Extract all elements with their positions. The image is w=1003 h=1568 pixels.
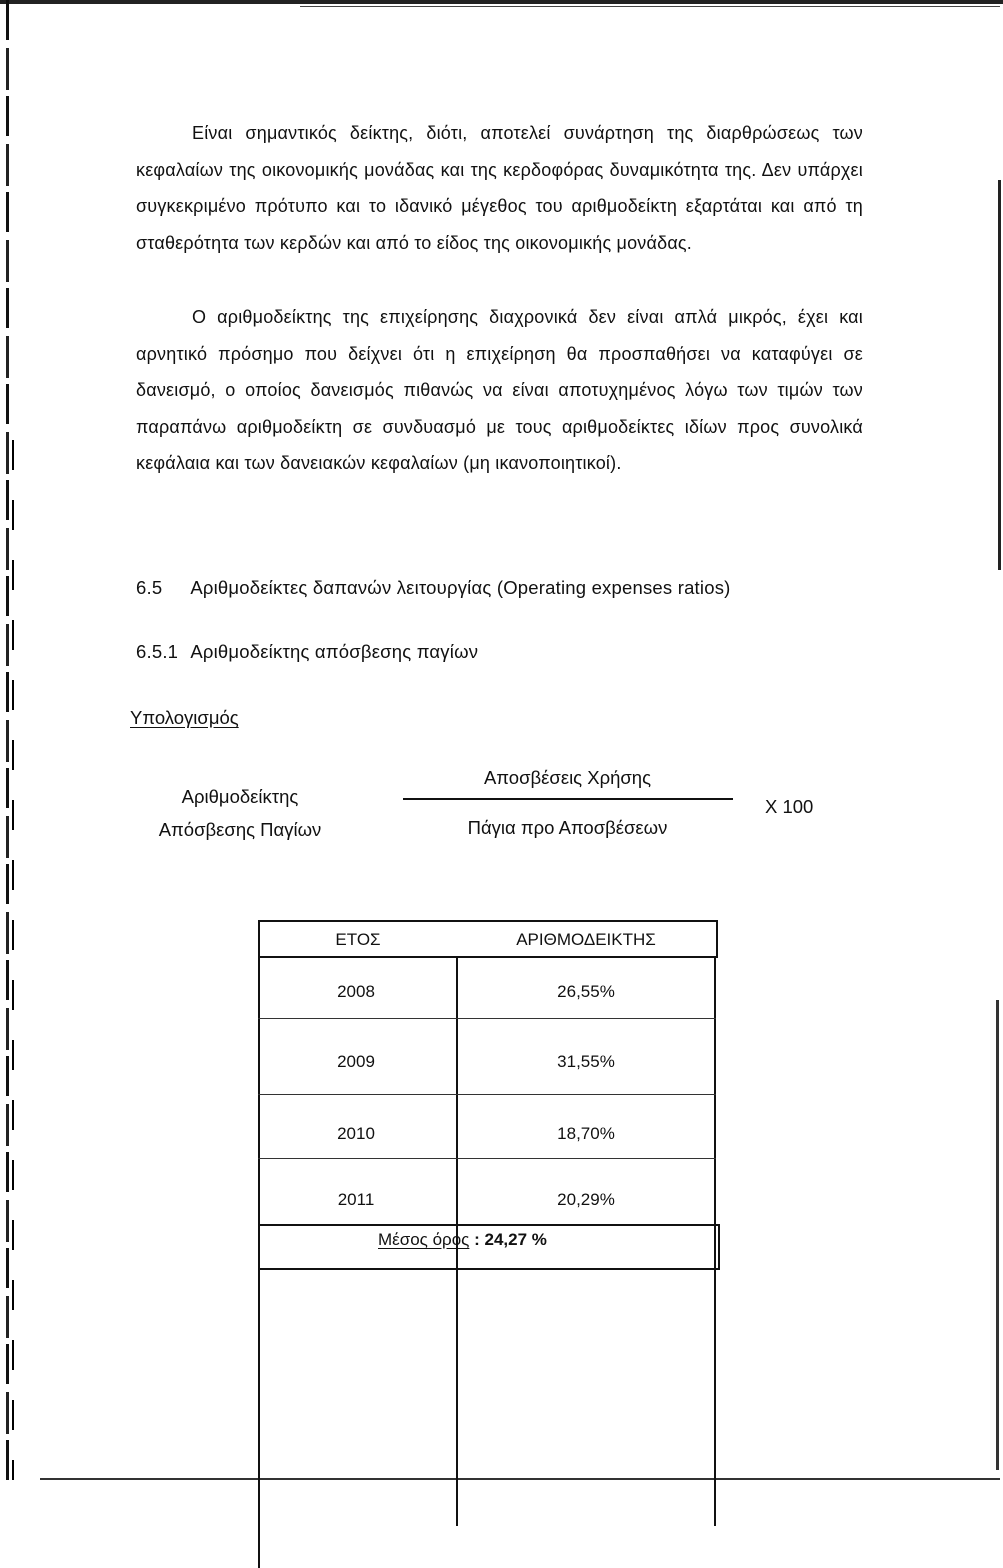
scan-border-right-upper bbox=[998, 180, 1001, 570]
scan-border-left-inner bbox=[12, 440, 14, 1480]
column-header-year: ΕΤΟΣ bbox=[335, 930, 381, 949]
formula-numerator: Αποσβέσεις Χρήσης bbox=[483, 767, 652, 788]
formula-multiplier: X 100 bbox=[765, 796, 814, 817]
table-average-row bbox=[258, 1224, 720, 1270]
formula-denominator: Πάγια προ Αποσβέσεων bbox=[467, 817, 668, 838]
paragraph-company-analysis: Ο αριθμοδείκτης της επιχείρησης διαχρονικά δεν είναι απλά μικρός, έχει και αρνητικό πρόσημο που δείχνει ότι η επιχείρηση θα προσπαθήσει να καταφύγει σε δανεισμό, ο οποίος δανεισμός πιθανώς να είναι αποτυχημένος λόγω των τιμών των παραπάνω αριθμοδείκτη σε συνδυασμό με τους αριθμοδείκτες ιδίων προς συνολικά κεφάλαια και των δανειακών κεφαλαίων (μη ικανοποιητικοί). bbox=[136, 307, 863, 474]
average-label: Μέσος όρος bbox=[378, 1230, 470, 1249]
cell-value: 26,55% bbox=[557, 982, 615, 1001]
scan-border-top bbox=[0, 0, 1003, 4]
section-title: Αριθμοδείκτες δαπανών λειτουργίας bbox=[190, 577, 492, 598]
table-header bbox=[258, 920, 718, 958]
scan-border-right-lower bbox=[996, 1000, 999, 1470]
table-row bbox=[258, 1028, 714, 1094]
average-separator: : bbox=[469, 1230, 485, 1249]
average-text bbox=[378, 1230, 547, 1250]
formula-label bbox=[140, 780, 340, 846]
section-number: 6.5.1 bbox=[136, 641, 179, 662]
table-row bbox=[258, 1100, 714, 1166]
cell-year: 2009 bbox=[337, 1052, 375, 1071]
calculation-heading: Υπολογισμός bbox=[130, 707, 239, 728]
average-value: 24,27 % bbox=[484, 1230, 547, 1249]
section-number: 6.5 bbox=[136, 577, 163, 598]
column-header-ratio: ΑΡΙΘΜΟΔΕΙΚΤΗΣ bbox=[516, 930, 656, 949]
section-title: Αριθμοδείκτης απόσβεσης παγίων bbox=[190, 641, 479, 662]
section-title-english: (Operating expenses ratios) bbox=[496, 577, 731, 598]
cell-year: 2011 bbox=[337, 1190, 375, 1209]
row-divider bbox=[258, 1094, 716, 1095]
row-divider bbox=[258, 1018, 716, 1019]
section-heading-6-5-1 bbox=[136, 641, 478, 663]
cell-value: 20,29% bbox=[557, 1190, 615, 1209]
section-heading-6-5 bbox=[136, 577, 731, 599]
formula-label-line2: Απόσβεσης Παγίων bbox=[158, 819, 322, 840]
cell-year: 2008 bbox=[337, 982, 375, 1001]
scan-border-bottom bbox=[40, 1478, 1000, 1480]
fraction-line bbox=[403, 798, 733, 800]
cell-value: 31,55% bbox=[557, 1052, 615, 1071]
scan-border-top-thin bbox=[300, 6, 1000, 7]
table-row bbox=[258, 1166, 714, 1232]
formula-label-line1: Αριθμοδείκτης bbox=[181, 786, 299, 807]
cell-value: 18,70% bbox=[557, 1124, 615, 1143]
paragraph-significance: Είναι σημαντικός δείκτης, διότι, αποτελεί συνάρτηση της διαρθρώσεως των κεφαλαίων της οικονομικής μονάδας και της κερδοφόρας δυναμικότητα της. Δεν υπάρχει συγκεκριμένο πρότυπο και το ιδανικό μέγεθος του αριθμοδείκτη εξαρτάται και από τη σταθερότητα των κερδών και από το είδος της οικονομικής μονάδας. bbox=[136, 123, 863, 253]
table-row bbox=[258, 958, 714, 1024]
row-divider bbox=[258, 1158, 716, 1159]
cell-year: 2010 bbox=[337, 1124, 375, 1143]
scan-border-left bbox=[6, 0, 9, 1484]
